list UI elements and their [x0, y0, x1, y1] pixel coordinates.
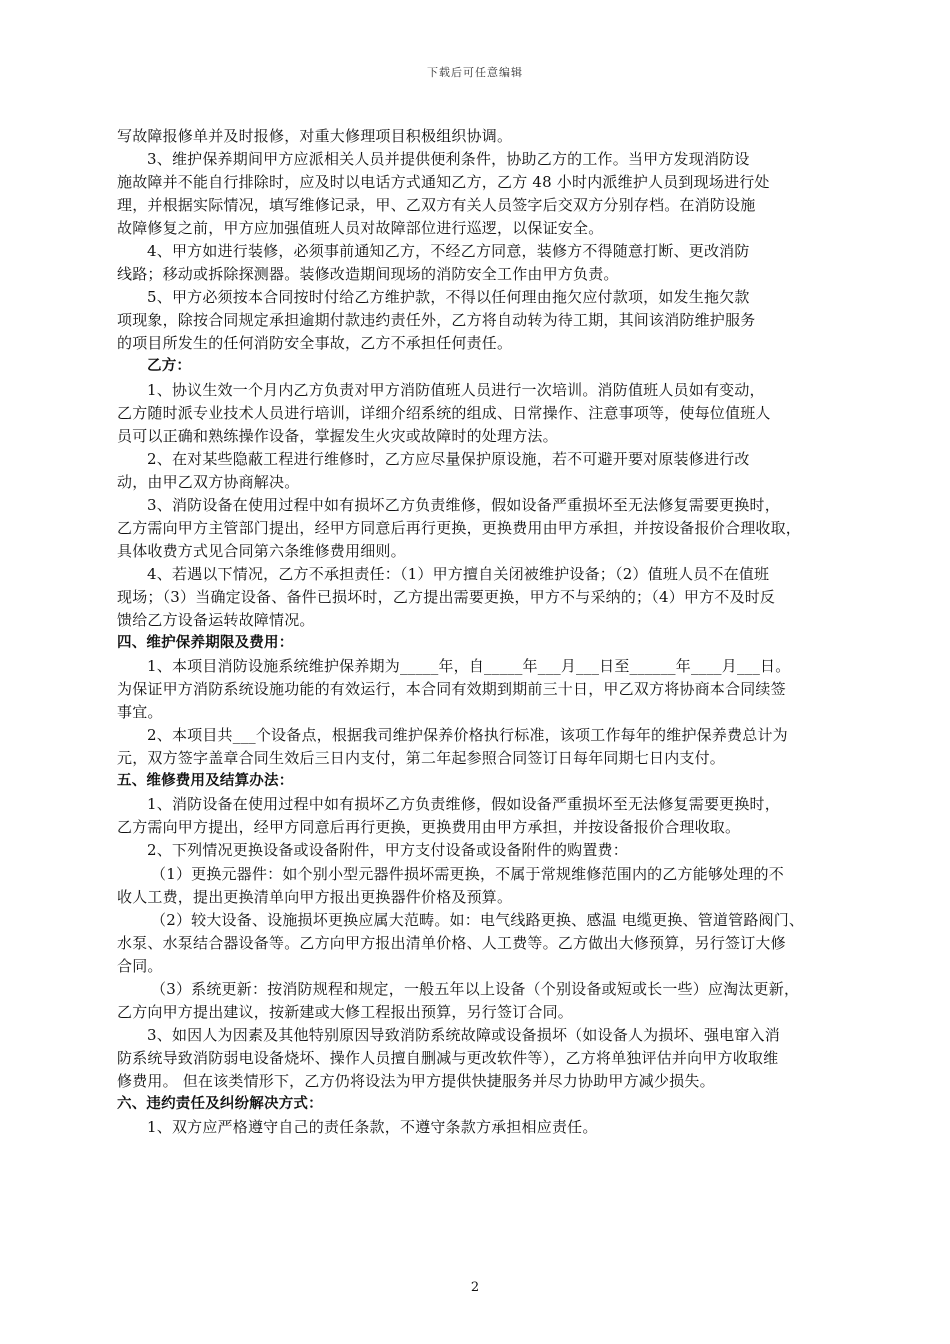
- text-line: 为保证甲方消防系统设施功能的有效运行，本合同有效期到期前三十日，甲乙双方将协商本合同续签: [117, 680, 786, 699]
- text-line: 4、甲方如进行装修，必须事前通知乙方，不经乙方同意，装修方不得随意打断、更改消防: [147, 242, 750, 261]
- text-line: 防系统导致消防弱电设备烧坏、操作人员擅自删减与更改软件等），乙方将单独评估并向甲方收取维: [117, 1048, 779, 1067]
- text-line: （3）系统更新：按消防规程和规定，一般五年以上设备（个别设备或短或长一些）应淘汰更新，: [151, 979, 800, 998]
- text-line: 合同。: [117, 956, 163, 975]
- text-line: 馈给乙方设备运转故障情况。: [117, 610, 315, 629]
- text-line: 施故障并不能自行排除时，应及时以电话方式通知乙方，乙方 48 小时内派维护人员到现场进行处: [117, 173, 770, 192]
- text-line: 水泵、水泵结合器设备等。乙方向甲方报出清单价格、人工费等。乙方做出大修预算，另行签订大修: [117, 933, 786, 952]
- text-line: 5、甲方必须按本合同按时付给乙方维护款，不得以任何理由拖欠应付款项，如发生拖欠款: [147, 288, 750, 307]
- text-line: 1、双方应严格遵守自己的责任条款，不遵守条款方承担相应责任。: [147, 1118, 598, 1137]
- party-b-heading: 乙方：: [147, 358, 192, 375]
- document-body: [117, 125, 852, 1139]
- text-line: 2、在对某些隐蔽工程进行维修时，乙方应尽量保护原设施，若不可避开要对原装修进行改: [147, 449, 750, 468]
- text-line: 乙方需向甲方提出，经甲方同意后再行更换，更换费用由甲方承担，并按设备报价合理收取。: [117, 818, 741, 837]
- section-heading: 五、维修费用及结算办法：: [117, 773, 294, 790]
- text-line: 线路；移动或拆除探测器。装修改造期间现场的消防安全工作由甲方负责。: [117, 265, 619, 284]
- text-line: 1、本项目消防设施系统维护保养期为_____年，自_____年___月___日至______年____月___日。: [147, 657, 791, 676]
- text-line: 1、协议生效一个月内乙方负责对甲方消防值班人员进行一次培训。消防值班人员如有变动，: [147, 380, 765, 399]
- text-line: 2、本项目共___个设备点，根据我司维护保养价格执行标准，该项工作每年的维护保养费总计为: [147, 726, 788, 745]
- text-line: 乙方需向甲方主管部门提出，经甲方同意后再行更换，更换费用由甲方承担，并按设备报价合理收取，: [117, 518, 802, 537]
- text-line: 事宜。: [117, 703, 163, 722]
- text-line: 故障修复之前，甲方应加强值班人员对故障部位进行巡逻，以保证安全。: [117, 219, 604, 238]
- text-line: 3、维护保养期间甲方应派相关人员并提供便利条件，协助乙方的工作。当甲方发现消防设: [147, 150, 750, 169]
- text-line: 项现象，除按合同规定承担逾期付款违约责任外，乙方将自动转为待工期，其间该消防维护服务: [117, 311, 756, 330]
- text-line: 1、消防设备在使用过程中如有损坏乙方负责维修，假如设备严重损坏至无法修复需要更换时，: [147, 795, 780, 814]
- page-number: 2: [470, 1280, 480, 1295]
- text-line: 动，由甲乙双方协商解决。: [117, 472, 300, 491]
- text-line: 3、消防设备在使用过程中如有损坏乙方负责维修，假如设备严重损坏至无法修复需要更换时，: [147, 495, 780, 514]
- text-line: 乙方向甲方提出建议，按新建或大修工程报出预算，另行签订合同。: [117, 1002, 574, 1021]
- text-line: 员可以正确和熟练操作设备，掌握发生火灾或故障时的处理方法。: [117, 426, 558, 445]
- text-line: 乙方随时派专业技术人员进行培训，详细介绍系统的组成、日常操作、注意事项等，使每位值班人: [117, 403, 771, 422]
- text-line: 4、若遇以下情况，乙方不承担责任：（1）甲方擅自关闭被维护设备；（2）值班人员不在值班: [147, 564, 770, 583]
- text-line: 写故障报修单并及时报修，对重大修理项目积极组织协调。: [117, 127, 513, 145]
- text-line: 元，双方签字盖章合同生效后三日内支付，第二年起参照合同签订日每年同期七日内支付。: [117, 749, 726, 768]
- page-header: 下载后可任意编辑: [427, 66, 523, 79]
- text-line: 具体收费方式见合同第六条维修费用细则。: [117, 541, 406, 560]
- section-heading: 六、违约责任及纠纷解决方式：: [117, 1095, 323, 1112]
- text-line: 3、如因人为因素及其他特别原因导致消防系统故障或设备损坏（如设备人为损坏、强电窜入消: [147, 1025, 780, 1044]
- section-heading: 四、维护保养期限及费用：: [117, 635, 294, 652]
- text-line: （2）较大设备、设施损坏更换应属大范畴。如：电气线路更换、感温 电缆更换、管道管路阀门、: [151, 910, 805, 929]
- text-line: 2、下列情况更换设备或设备附件，甲方支付设备或设备附件的购置费：: [147, 841, 628, 860]
- text-line: 的项目所发生的任何消防安全事故，乙方不承担任何责任。: [117, 334, 513, 353]
- text-line: 现场；（3）当确定设备、备件已损坏时，乙方提出需要更换，甲方不与采纳的；（4）甲方不及时反: [117, 587, 776, 606]
- text-line: 修费用。 但在该类情形下，乙方仍将设法为甲方提供快捷服务并尽力协助甲方减少损失。: [117, 1071, 715, 1090]
- text-line: 收人工费，提出更换清单向甲方报出更换器件价格及预算。: [117, 887, 513, 906]
- text-line: 理，并根据实际情况，填写维修记录，甲、乙双方有关人员签字后交双方分别存档。在消防设施: [117, 196, 756, 215]
- text-line: （1）更换元器件：如个别小型元器件损坏需更换，不属于常规维修范围内的乙方能够处理的不: [151, 864, 784, 883]
